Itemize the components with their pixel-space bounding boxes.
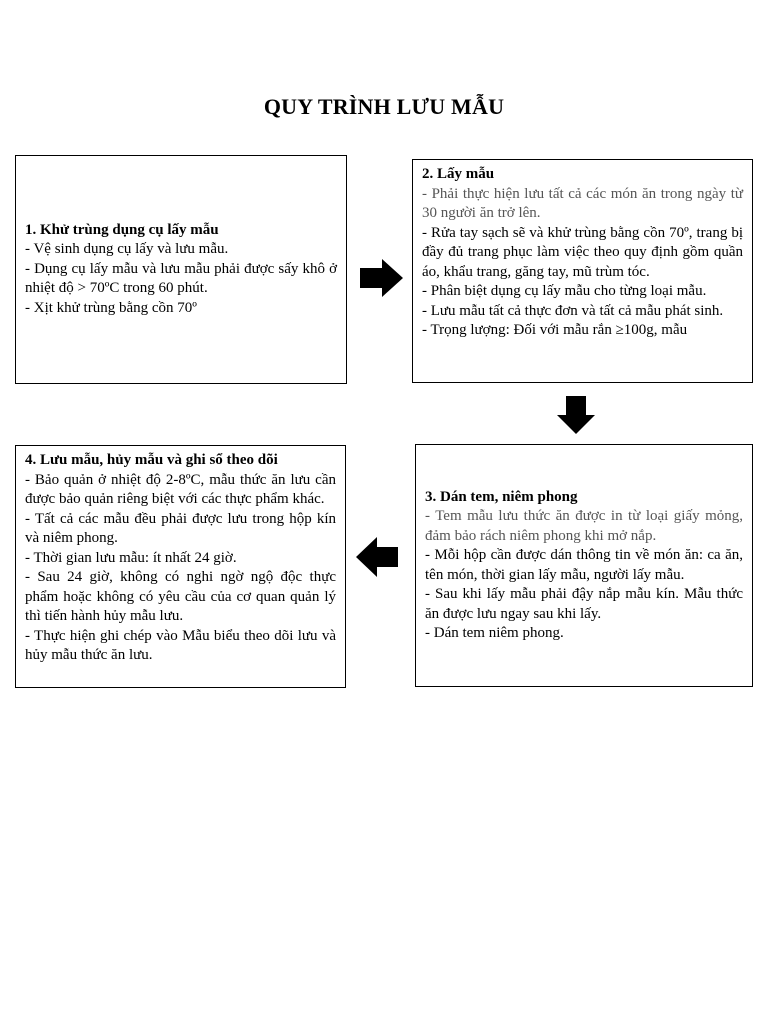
step-3-line: - Tem mẫu lưu thức ăn được in từ loại giấy mỏng, đảm bảo rách niêm phong khi mở nắp.: [425, 508, 743, 544]
step-2-line: - Trọng lượng: Đối với mẫu rắn ≥100g, mẫu: [422, 322, 688, 338]
step-3-line: - Dán tem niêm phong.: [425, 625, 564, 641]
step-2-line: - Phải thực hiện lưu tất cả các món ăn trong ngày từ 30 người ăn trở lên.: [422, 185, 743, 221]
step-1-heading: 1. Khử trùng dụng cụ lấy mẫu: [25, 221, 219, 238]
step-2-line: - Rửa tay sạch sẽ và khử trùng bằng cồn 70º, trang bị đầy đủ trang phục làm việc theo quy định gồm quần áo, khẩu trang, găng tay, mũ trùm tóc.: [422, 224, 743, 280]
step-4-box: [15, 445, 346, 688]
step-2-box: [412, 159, 753, 383]
right-arrow-icon: [358, 258, 404, 298]
step-4-line: - Thời gian lưu mẫu: ít nhất 24 giờ.: [25, 549, 237, 566]
left-arrow-icon: [355, 536, 399, 578]
step-2-heading: 2. Lấy mẫu: [422, 166, 495, 182]
step-4-line: - Tất cả các mẫu đều phải được lưu trong hộp kín và niêm phong.: [25, 510, 336, 546]
step-3-line: - Sau khi lấy mẫu phải đậy nắp mẫu kín. Mẫu thức ăn được lưu ngay sau khi lấy.: [425, 586, 743, 622]
step-3-box: [415, 444, 753, 687]
step-3-line: - Mỗi hộp cần được dán thông tin về món ăn: ca ăn, tên món, thời gian lấy mẫu, người lấy mẫu.: [425, 547, 743, 583]
step-2-line: - Phân biệt dụng cụ lấy mẫu cho từng loại mẫu.: [422, 283, 707, 299]
step-4-line: - Thực hiện ghi chép vào Mẫu biểu theo dõi lưu và hủy mẫu thức ăn lưu.: [25, 627, 336, 663]
step-1-line: - Dụng cụ lấy mẫu và lưu mẫu phải được sấy khô ở nhiệt độ > 70ºC trong 60 phút.: [25, 260, 337, 297]
step-4-line: - Sau 24 giờ, không có nghi ngờ ngộ độc thực phẩm hoặc không có yêu cầu của cơ quan quản lý thì tiến hành hủy mẫu lưu.: [25, 569, 336, 624]
step-1-line: - Xịt khử trùng bằng cồn 70º: [25, 299, 197, 316]
step-1-box: [15, 155, 347, 384]
step-4-line: - Bảo quản ở nhiệt độ 2-8ºC, mẫu thức ăn lưu cần được bảo quản riêng biệt với các thực phẩm khác.: [25, 471, 336, 507]
step-2-line: - Lưu mẫu tất cả thực đơn và tất cả mẫu phát sinh.: [422, 302, 724, 319]
step-3-heading: 3. Dán tem, niêm phong: [425, 488, 578, 505]
step-4-heading: 4. Lưu mẫu, hủy mẫu và ghi sổ theo dõi: [25, 452, 278, 468]
down-arrow-icon: [556, 395, 596, 435]
page-title: QUY TRÌNH LƯU MẪU: [263, 94, 505, 119]
step-1-line: - Vệ sinh dụng cụ lấy và lưu mẫu.: [25, 241, 229, 258]
